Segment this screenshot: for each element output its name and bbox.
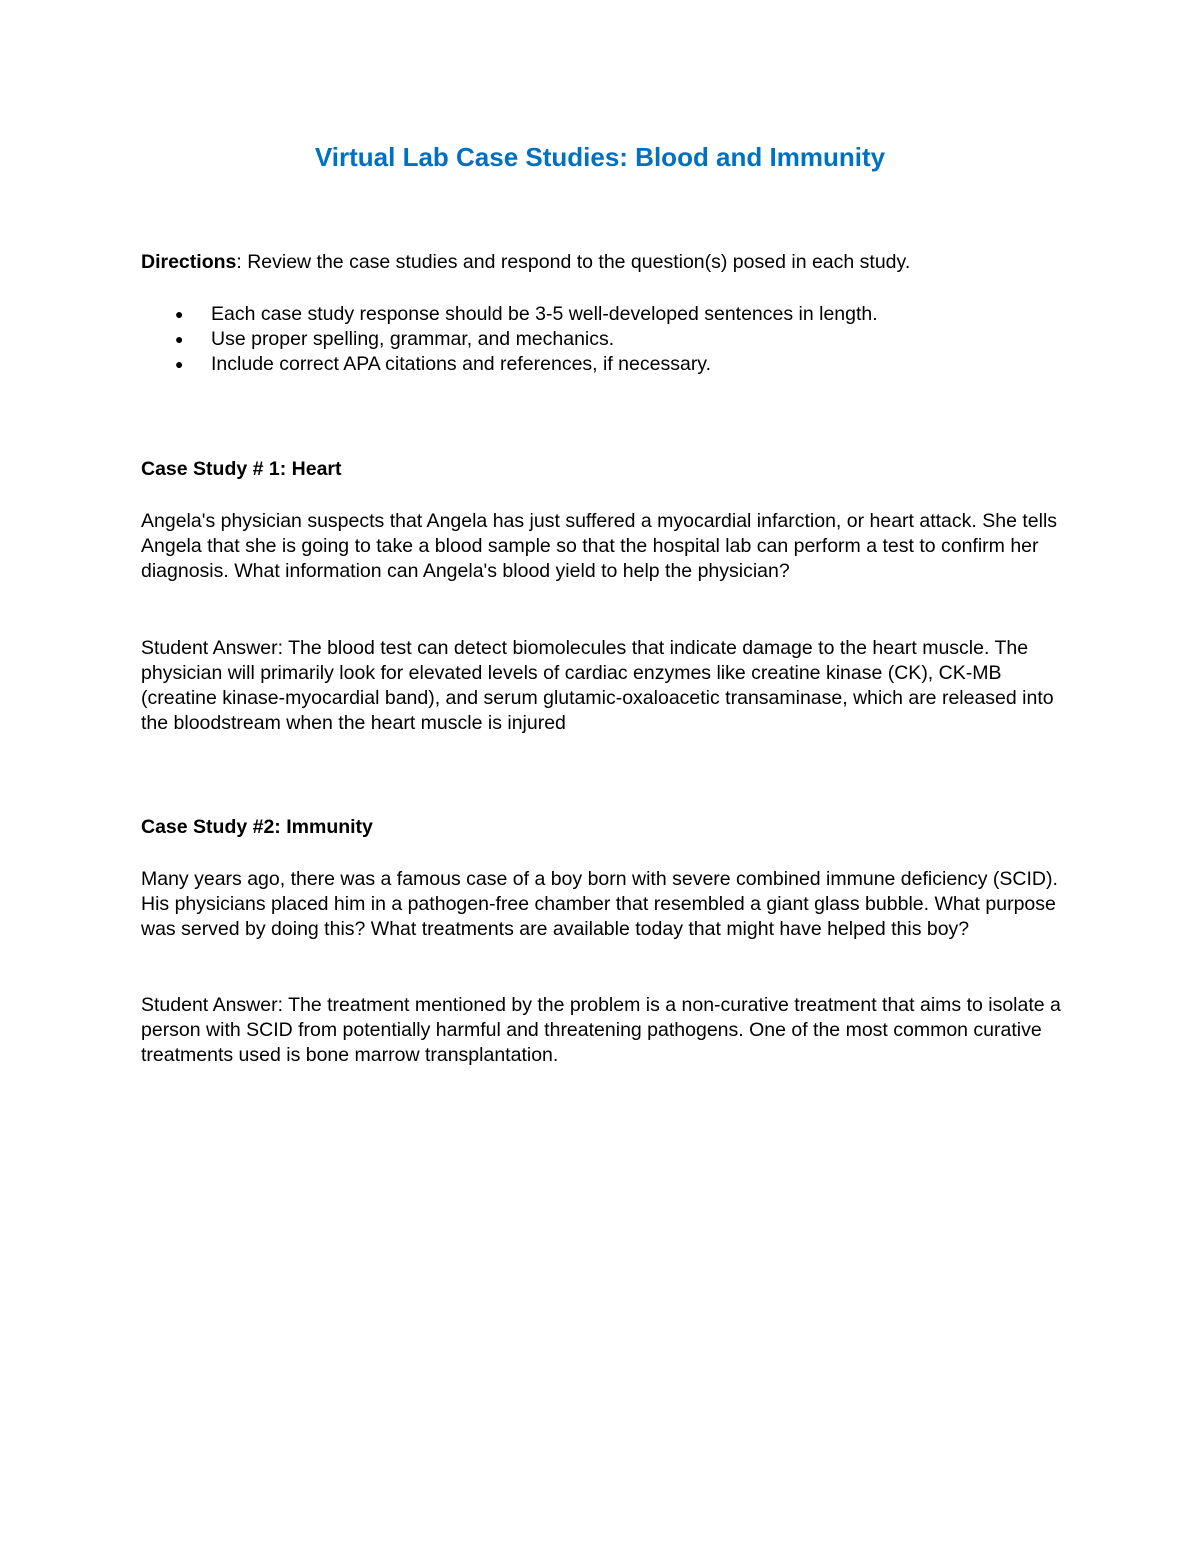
- document-title: Virtual Lab Case Studies: Blood and Immunity: [314, 142, 886, 172]
- bullet-icon: ●: [175, 331, 184, 347]
- directions-text: : Review the case studies and respond to the question(s) posed in each study.: [236, 251, 911, 273]
- case-study-1-question: Angela's physician suspects that Angela has just suffered a myocardial infarction, or heart attack. She tells Angela that she is going to take a blood sample so that the hospital lab can perform a test to confirm her diagnosis. What information can Angela's blood yield to help the physician?: [141, 510, 1058, 582]
- bullet-icon: ●: [175, 356, 184, 372]
- list-item: [141, 302, 1061, 327]
- case-study-2-answer: Student Answer: The treatment mentioned by the problem is a non-curative treatment that aims to isolate a person with SCID from potentially harmful and threatening pathogens. One of the most common curative treatments used is bone marrow transplantation.: [141, 994, 1061, 1066]
- case-study-2-heading: Case Study #2: Immunity: [141, 816, 373, 838]
- bullet-text: Include correct APA citations and references, if necessary.: [211, 353, 712, 375]
- list-item: [141, 327, 1061, 352]
- case-study-1-answer: Student Answer: The blood test can detect biomolecules that indicate damage to the heart muscle. The physician will primarily look for elevated levels of cardiac enzymes like creatine kinase (CK), CK-MB (creatine kinase-myocardial band), and serum glutamic-oxaloacetic transaminase, which are released into the bloodstream when the heart muscle is injured: [141, 637, 1054, 734]
- case-study-2-question: Many years ago, there was a famous case of a boy born with severe combined immune deficiency (SCID). His physicians placed him in a pathogen-free chamber that resembled a giant glass bubble. What purpose was served by doing this? What treatments are available today that might have helped this boy?: [141, 868, 1058, 940]
- directions-paragraph: [141, 250, 1061, 275]
- directions-bullet-list: [141, 302, 1061, 377]
- bullet-icon: ●: [175, 306, 184, 322]
- case-study-1-heading: Case Study # 1: Heart: [141, 458, 342, 480]
- list-item: [141, 352, 1061, 377]
- bullet-text: Each case study response should be 3-5 well-developed sentences in length.: [211, 303, 878, 325]
- bullet-text: Use proper spelling, grammar, and mechanics.: [211, 328, 615, 350]
- directions-label: Directions: [141, 251, 237, 273]
